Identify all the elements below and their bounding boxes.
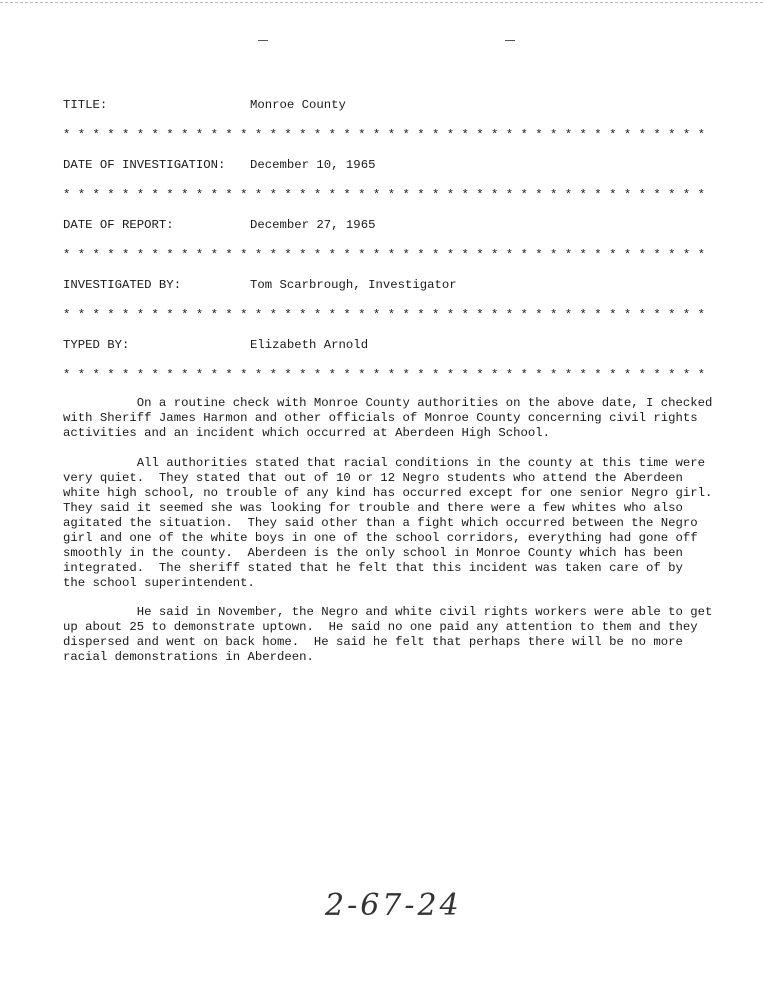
separator: * * * * * * * * * * * * * * * * * * * * * * * * * * * * * * * * * * * * * * * * * * * *: [63, 128, 706, 142]
field-title: [63, 98, 346, 113]
paragraph: He said in November, the Negro and white civil rights workers were able to get up about 25 to demonstrate uptown. He said no one paid any attention to them and they dispersed and went on back home. He said he felt that perhaps there will be no more racial demonstrations in Aberdeen.: [63, 605, 713, 664]
field-label: TYPED BY:: [63, 338, 130, 352]
field-typed-by: [63, 338, 368, 353]
field-date-of-investigation: [63, 158, 375, 173]
paragraph: All authorities stated that racial conditions in the county at this time were very quiet. They stated that out of 10 or 12 Negro students who attend the Aberdeen white high school, no trouble of any kind has occurred except for one senior Negro girl. They said it seemed she was looking for trouble and there were a few whites who also agitated the situation. They said other than a fight which occurred between the Negro girl and one of the white boys in one of the school corridors, everything had gone off smoothly in the county. Aberdeen is the only school in Monroe County which has been integrated. The sheriff stated that he felt that this incident was taken care of by the school superintendent.: [63, 456, 713, 590]
field-label: DATE OF INVESTIGATION:: [63, 158, 226, 172]
handwritten-file-number: 2-67-24: [325, 888, 462, 923]
field-date-of-report: [63, 218, 375, 233]
scan-edge: [0, 2, 763, 3]
field-label: INVESTIGATED BY:: [63, 278, 182, 292]
field-value: December 10, 1965: [250, 158, 376, 172]
field-value: Tom Scarbrough, Investigator: [250, 278, 457, 292]
field-value: Elizabeth Arnold: [250, 338, 369, 352]
field-value: Monroe County: [250, 98, 346, 112]
separator: * * * * * * * * * * * * * * * * * * * * * * * * * * * * * * * * * * * * * * * * * * * *: [63, 308, 706, 322]
paragraph: On a routine check with Monroe County authorities on the above date, I checked with Sheriff James Harmon and other officials of Monroe County concerning civil rights activities and an incident which occurred at Aberdeen High School.: [63, 396, 713, 440]
separator: * * * * * * * * * * * * * * * * * * * * * * * * * * * * * * * * * * * * * * * * * * * *: [63, 368, 706, 382]
field-value: December 27, 1965: [250, 218, 376, 232]
field-label: DATE OF REPORT:: [63, 218, 174, 232]
punch-mark: [258, 40, 268, 41]
field-label: TITLE:: [63, 98, 108, 112]
field-investigated-by: [63, 278, 457, 293]
separator: * * * * * * * * * * * * * * * * * * * * * * * * * * * * * * * * * * * * * * * * * * * *: [63, 188, 706, 202]
punch-mark: [505, 40, 515, 41]
separator: * * * * * * * * * * * * * * * * * * * * * * * * * * * * * * * * * * * * * * * * * * * *: [63, 248, 706, 262]
